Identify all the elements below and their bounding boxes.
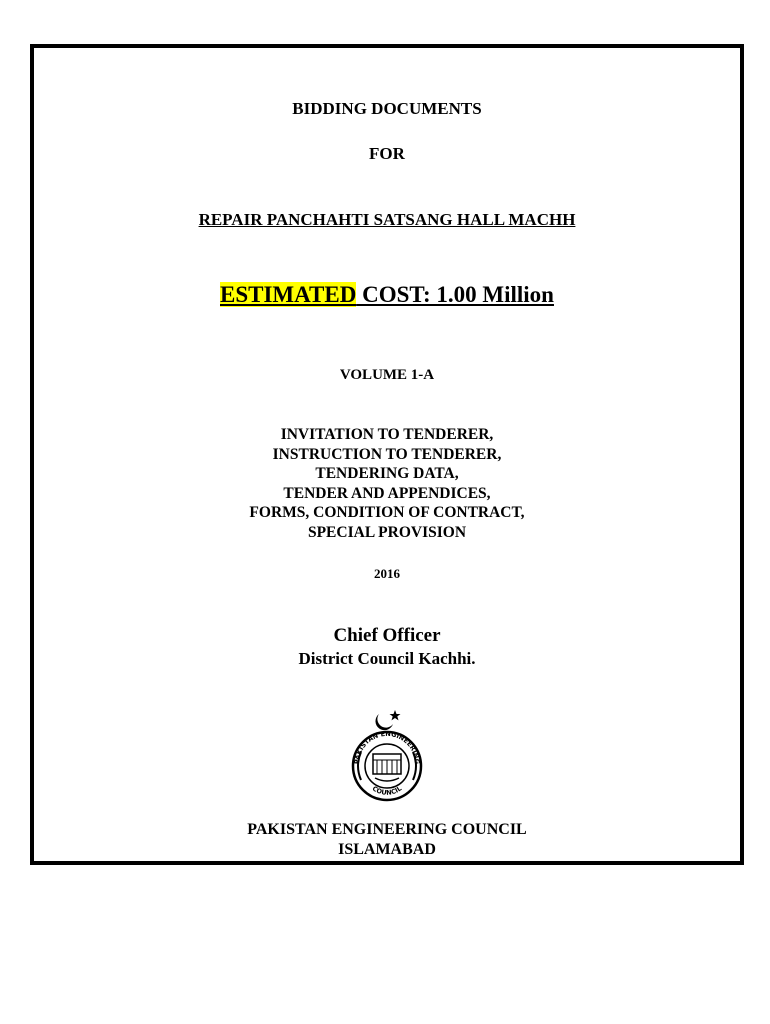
officer-block (34, 624, 740, 670)
estimated-highlight: ESTIMATED (220, 282, 357, 307)
for-label: FOR (369, 144, 405, 163)
council-city: ISLAMABAD (338, 841, 436, 858)
contents-list (34, 425, 740, 542)
volume-label: VOLUME 1-A (339, 367, 435, 383)
svg-text:PAKISTAN ENGINEERING: PAKISTAN ENGINEERING (352, 729, 422, 765)
document-year: 2016 (374, 566, 400, 581)
contents-item: INSTRUCTION TO TENDERER, (272, 445, 502, 463)
document-border-frame (30, 44, 744, 865)
contents-item: SPECIAL PROVISION (307, 523, 467, 541)
council-name: PAKISTAN ENGINEERING COUNCIL (247, 821, 527, 838)
issuer-block (34, 820, 740, 860)
cost-value: COST: 1.00 Million (356, 282, 554, 307)
estimated-cost (34, 282, 740, 308)
contents-item: INVITATION TO TENDERER, (280, 426, 494, 443)
document-heading: BIDDING DOCUMENTS (292, 99, 482, 118)
contents-item: TENDER AND APPENDICES, (283, 484, 491, 502)
project-title: REPAIR PANCHAHTI SATSANG HALL MACHH (198, 210, 576, 229)
pec-seal-logo (345, 708, 429, 804)
officer-organization: District Council Kachhi. (298, 649, 476, 668)
contents-item: FORMS, CONDITION OF CONTRACT, (249, 504, 525, 521)
officer-title: Chief Officer (333, 625, 441, 646)
contents-item: TENDERING DATA, (315, 465, 459, 482)
svg-text:COUNCIL: COUNCIL (370, 784, 404, 797)
